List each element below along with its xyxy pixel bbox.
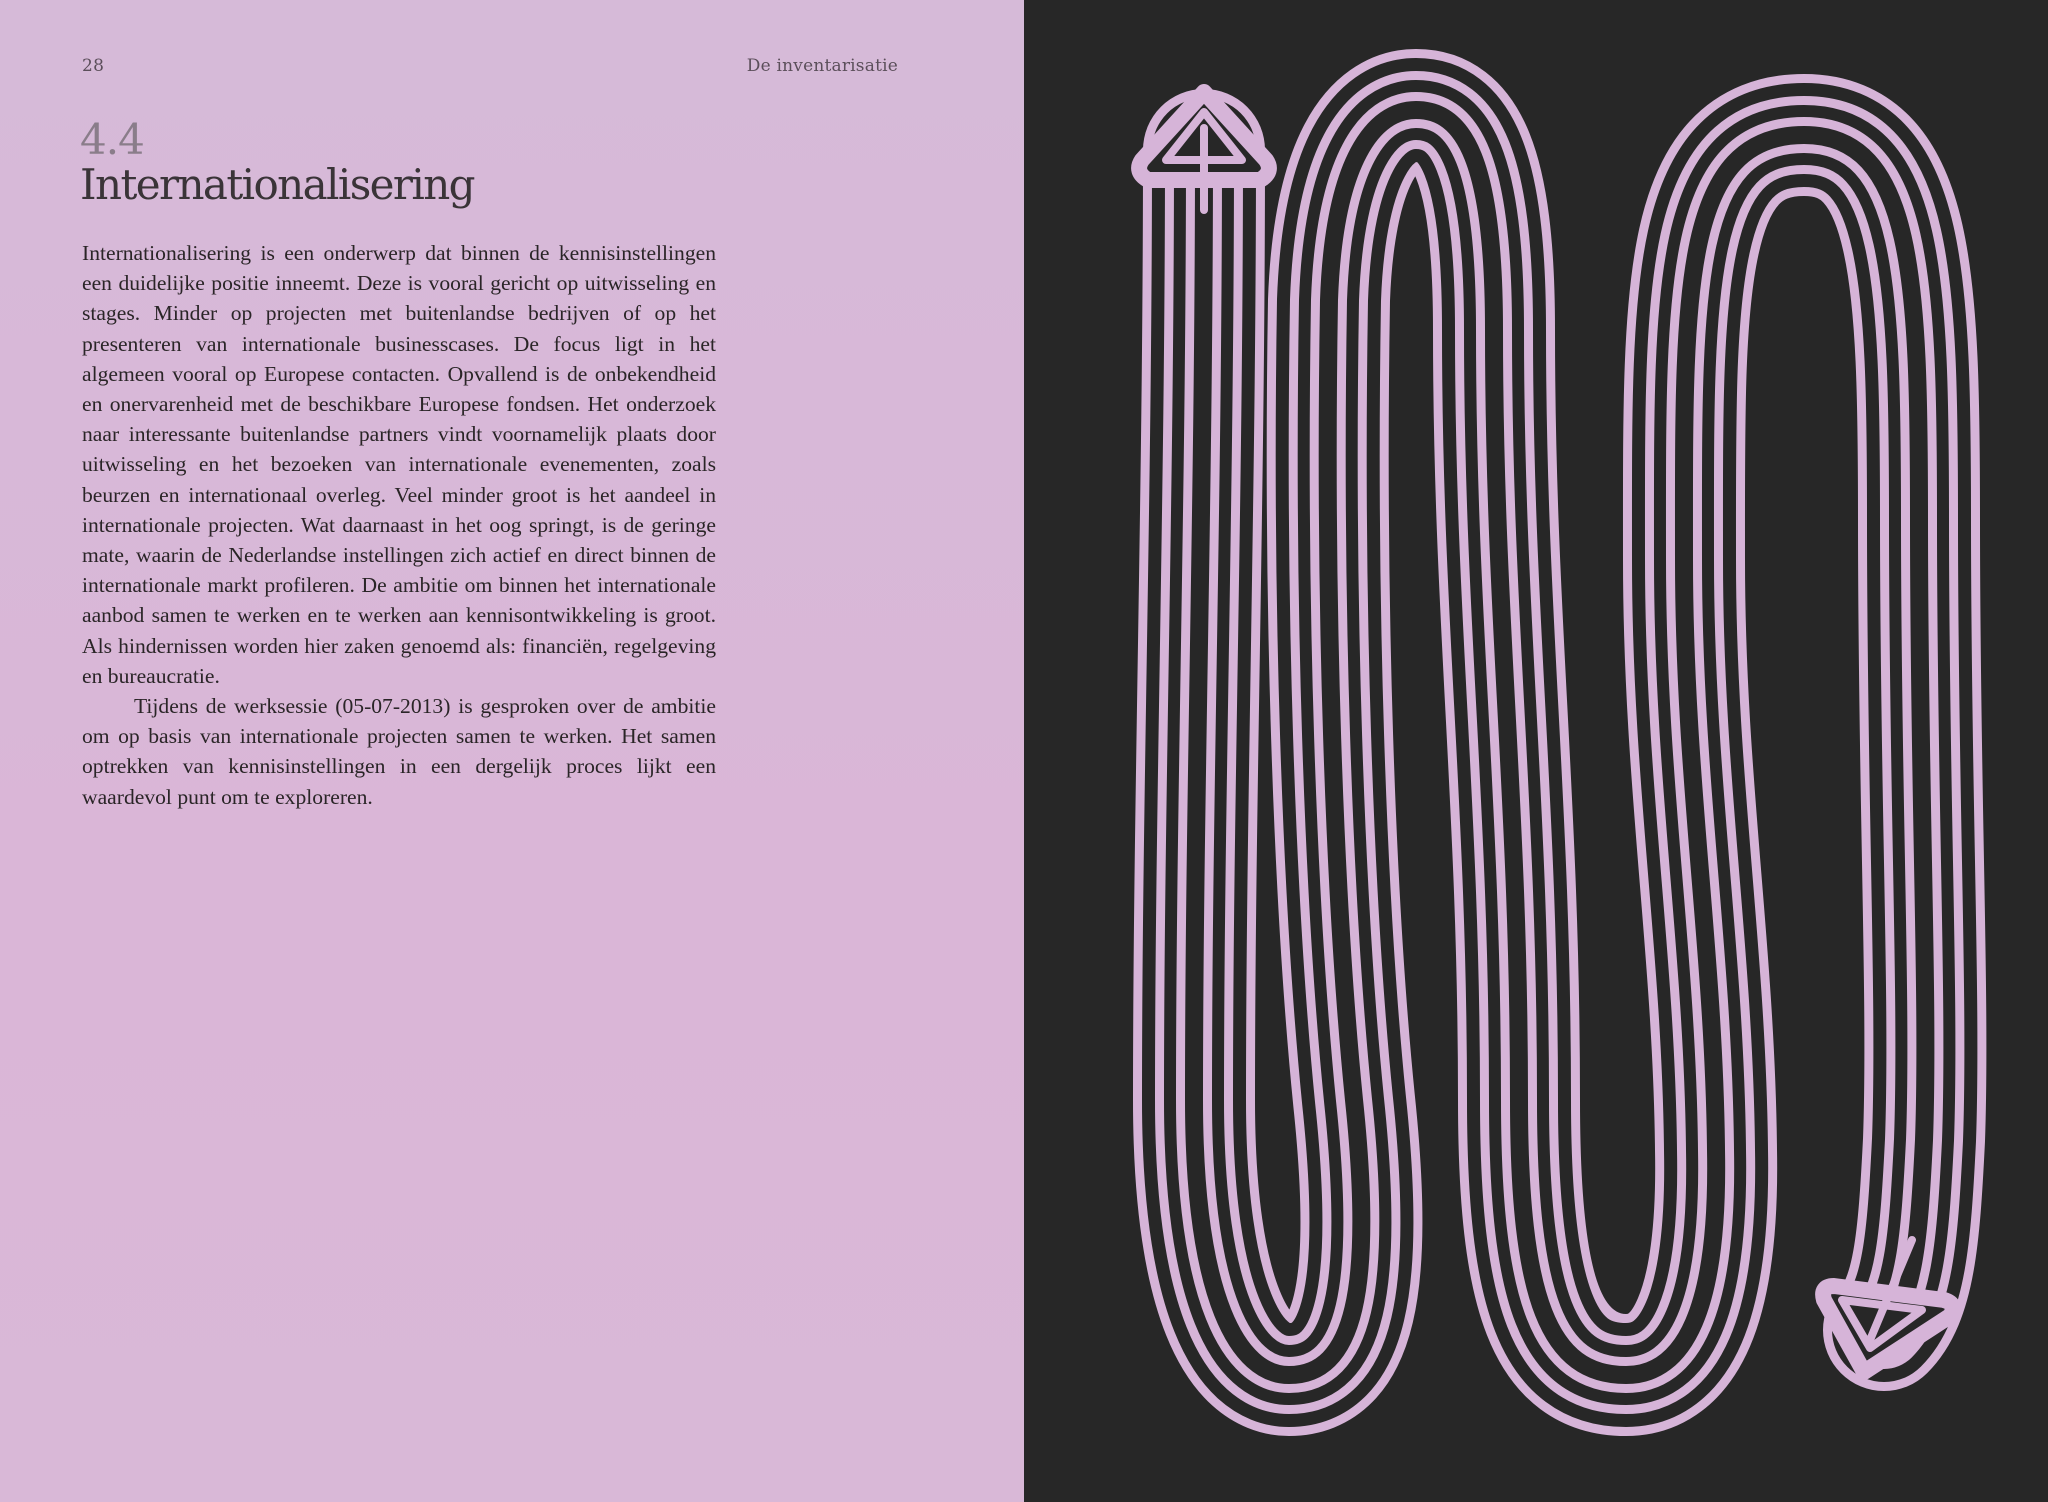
body-paragraph: Internationalisering is een onderwerp dat binnen de kennisinstellingen een duidelijke positie inneemt. Deze is vooral gericht op uitwisseling en stages. Minder op projecten met buitenlandse bedrijven of op het presenteren van internationale businesscases. De focus ligt in het algemeen vooral op Europese contacten. Opvallend is de onbekendheid en onervarenheid met de beschikbare Europese fondsen. Het onderzoek naar interessante buitenlandse partners vindt voornamelijk plaats door uitwisseling en het bezoeken van internationale evenementen, zoals beurzen en internationaal overleg. Veel minder groot is het aandeel in internationale projecten. Wat daarnaast in het oog springt, is de geringe mate, waarin de Nederlandse instellingen zich actief en direct binnen de internationale markt profileren. De ambitie om binnen het internationale aanbod samen te werken en te werken aan kennisontwikkeling is groot. Als hindernissen worden hier zaken genoemd als: financiën, regelgeving en bureaucratie.: [82, 241, 716, 688]
body-paragraph: Tijdens de werksessie (05-07-2013) is gesproken over de ambitie om op basis van internationale projecten samen te werken. Het samen optrekken van kennisinstellingen in een dergelijk proces lijkt een waardevol punt om te exploreren.: [82, 694, 716, 809]
right-page-illustration: [1024, 0, 2048, 1502]
section-title: Internationalisering: [80, 160, 474, 209]
serpentine-arrow-illustration: [1024, 0, 2048, 1502]
body-text: [82, 238, 716, 812]
running-head: De inventarisatie: [746, 56, 898, 76]
section-number: 4.4: [80, 115, 144, 164]
page-number: 28: [82, 56, 105, 76]
